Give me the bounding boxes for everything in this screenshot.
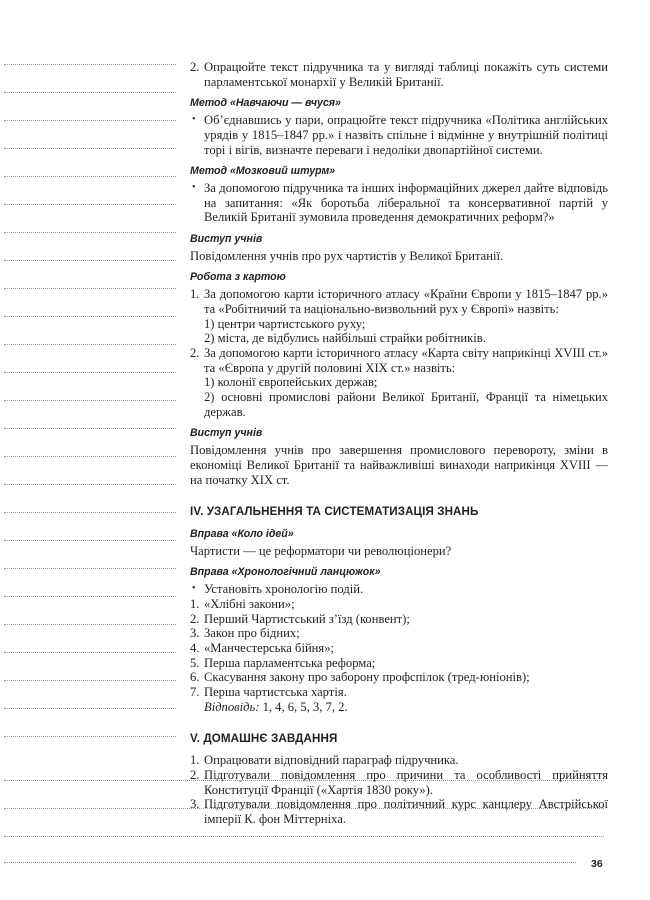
item-text: «Хлібні закони»; [204,596,295,611]
item-text: Перша чартистська хартія. [204,685,347,700]
item-text: Опрацюйте текст підручника та у вигляді таблиці покажіть суть системи парламентської монархії у Великій Британії. [204,60,608,89]
note-line [4,596,176,597]
speech-text: Повідомлення учнів про завершення промислового перевороту, зміни в економіці Великої Британії та найважливіші винаходи наприкінця XVIII — на початку XIX ст. [190,443,608,487]
sub-item: 1) колонії європейських держав; [204,375,378,390]
chain-item [190,612,608,627]
chain-item [190,626,608,641]
method-heading: Виступ учнів [190,233,263,246]
note-line [4,400,176,401]
item-number: 4. [190,640,200,655]
note-line [4,680,176,681]
chain-item [190,597,608,612]
chain-item [190,641,608,656]
note-line [4,456,176,457]
exercise-intro [190,582,608,597]
item-text: Скасування закону про заборону профспілок (тред-юніонів); [204,670,530,685]
sub-item: 1) центри чартистського руху; [204,316,366,331]
note-line [4,708,176,709]
chain-item [190,656,608,671]
item-text: Перша парламентська реформа; [204,655,376,670]
note-line [4,204,176,205]
exercise-text: Чартисти — це реформатори чи революціонери? [190,543,452,558]
note-line [4,652,176,653]
note-line [4,92,176,93]
item-number: 1. [190,287,200,302]
item-number: 7. [190,685,200,700]
method-heading: Робота з картою [190,271,286,284]
exercise-text: Установіть хронологію подій. [204,582,364,597]
note-line [4,260,176,261]
item-text: За допомогою карти історичного атласу «Країни Європи у 1815–1847 рр.» та «Робітничий та національно-визвольний рух у Європі» назвіть: [204,287,608,316]
item-number: 1. [190,596,200,611]
item-number: 2. [190,767,200,782]
page-number-separator [4,862,576,863]
item-number: 2. [190,345,200,360]
item-text: За допомогою карти історичного атласу «Карта світу наприкінці XVIII ст.» та «Європа у другій половині XIX ст.» назвіть: [204,345,608,375]
method-task [190,113,608,157]
homework-item [190,797,608,826]
item-number: 1. [190,753,200,768]
note-line [4,344,176,345]
note-line [4,568,176,569]
item-number: 3. [190,626,200,641]
method-text: Об’єднавшись у пари, опрацюйте текст підручника «Політика англійських урядів у 1815–1847 рр.» і назвіть спільне і відмінне у внутрішній політиці торі і вігів, визначте переваги і недоліки двопартійної системи. [204,113,608,157]
note-line [4,372,176,373]
note-line [4,64,176,65]
chain-item [190,685,608,700]
section-title: IV. УЗАГАЛЬНЕННЯ ТА СИСТЕМАТИЗАЦІЯ ЗНАНЬ [190,505,479,519]
bullet-icon: • [192,583,196,595]
note-line [4,736,176,737]
item-number: 2. [190,60,200,74]
map-question [190,287,608,316]
homework-item [190,768,608,797]
item-text: Підготували повідомлення про політичний курс канцлеру Австрійської імперії К. фон Міттерніха. [204,797,608,826]
method-task [190,181,608,225]
exercise-heading: Вправа «Коло ідей» [190,527,294,540]
margin-note-lines [0,0,182,900]
note-line [4,288,176,289]
item-text: Опрацювати відповідний параграф підручника. [204,753,459,768]
item-text: Закон про бідних; [204,626,300,641]
section-title: V. ДОМАШНЄ ЗАВДАННЯ [190,732,338,746]
page-number: 36 [591,858,603,870]
item-text: «Манчестерська бійня»; [204,640,335,655]
note-line [4,540,176,541]
method-text: За допомогою підручника та інших інформаційних джерел дайте відповідь на запитання: «Як боротьба ліберальної та консервативної партій у Великій Британії зумовила проведення демократичних реформ?» [204,180,608,225]
note-line [4,316,176,317]
note-line [4,512,176,513]
sub-item: 2) основні промислові райони Великої Британії, Франції та німецьких держав. [204,390,608,419]
page-content [190,60,608,827]
homework-item [190,753,608,768]
answer-label: Відповідь: [204,699,260,714]
method-heading: Виступ учнів [190,427,263,440]
item-text: Підготували повідомлення про причини та особливості прийняття Конституції Франції («Хартія 1830 року»). [204,767,608,797]
exercise-heading: Вправа «Хронологічний ланцюжок» [190,566,381,579]
speech-text: Повідомлення учнів про рух чартистів у Великої Британії. [190,248,504,263]
note-line [4,428,176,429]
map-question [190,346,608,375]
bullet-icon: • [192,114,196,126]
method-heading: Метод «Мозковий штурм» [190,165,336,178]
note-line [4,624,176,625]
note-line [4,148,176,149]
item-number: 6. [190,670,200,685]
item-number: 3. [190,797,200,812]
note-line [4,120,176,121]
item-text: Перший Чартистський з’їзд (конвент); [204,611,410,626]
note-line [4,176,176,177]
chain-item [190,670,608,685]
sub-item: 2) міста, де відбулись найбільші страйки робітників. [204,331,486,346]
method-heading: Метод «Навчаючи — вчуся» [190,97,341,110]
answer-line [190,700,608,715]
task-item-2 [190,60,608,89]
answer-value: 1, 4, 6, 5, 3, 7, 2. [259,699,348,714]
note-line [4,484,176,485]
item-number: 2. [190,611,200,626]
note-line [4,232,176,233]
bullet-icon: • [192,181,196,193]
item-number: 5. [190,655,200,670]
